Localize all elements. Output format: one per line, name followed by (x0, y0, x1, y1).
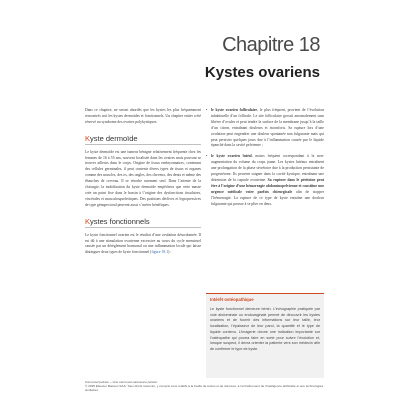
right-column (206, 108, 324, 213)
kyst-types-list (206, 108, 324, 208)
heading-text: yste dermoïde (90, 133, 138, 143)
box-text: Le kyste fonctionnel demeure bénin. L’échographie pratiquée par voie abdominale ou endovaginale permet de découvrir les kystes ovariens et de fournir des informations sur leur taille, leur localisation, l’épaisseur de leur paroi, la quantité et le type de liquide contenu. L’imagerie donne une indication importante sur l’ostéopathe qui pourra faire en sorte pour suivre l’évolution et, lorsque suspect, il devra orienter la patiente vers son médecin afin de confirmer le type de kyste. (210, 307, 320, 351)
item-text: , le plus fréquent, provient de l’évolution inhabituelle d’un follicule. Le site folliculaire grossit anormalement sans libérer d’ovules et peut tendre la surface de la membrane jusqu’à la taille d’un citron, entraînant douleurs et inconforts. Sa rupture lors d’une ovulation peut engendrer une douleur spontanée non fulgurante mais qui peut persister quelques jours due à l’inflammation causée par le liquide épanché dans la cavité pelvienne ; (211, 108, 324, 148)
functional-text: Le kyste fonctionnel ovarien est le résultat d’une ovulation désordonnée. Il est dû à une stimulation ovarienne excessive au cours du cycle menstruel causée par un dérèglement hormonal ou une inflammation locale qui laisse distinguer deux types de kyste fonctionnel ( (85, 232, 201, 255)
chapter-title: Kystes ovariens (204, 64, 320, 81)
section-heading-dermoid (85, 133, 201, 143)
left-column (85, 108, 201, 261)
section-heading-functional (85, 216, 201, 226)
box-title: Intérêt ostéopathique (210, 297, 254, 302)
functional-text-end: ) : (168, 250, 172, 255)
heading-initial: K (85, 216, 91, 226)
osteopathic-interest-box (206, 293, 324, 378)
dermoid-paragraph: Le kyste dermoïde est une tumeur bénigne relativement fréquente chez les femmes de 16 à 55 ans, souvent localisée dans les ovaires mais pouvant se trouver ailleurs dans le corps. Origine de tissus embryonnaires, contenant des cellules germinales, il peut contenir divers types de tissus et organes comme des muscles, des os, des ongles, des cheveux, des dents et même des ébauches de cerveau. Il se résorbe rarement seul. Dans l’attente de la chirurgie, la mobilisation du kyste dermoïde empêchera que cette masse crée un point fixe dans le bassin à l’origine des dysfonctions tissulaires, viscérales et musculosquelettiques. Des positions déclives et hypopressives de type génupectoral peuvent aussi s’avérer bénéfiques. (85, 149, 201, 207)
item-text-end: afin de stopper l’hémorragie. La rupture de ce type de kyste entraîne une douleur fulgurante qui pousse à se plier en deux. (211, 189, 324, 206)
item-text: , moins fréquent correspondant à la non-augmentation du volume du corps jaune. Les kystes lutéaux entraînent une prolongation de la phase sécrétoire due à la production persistante de progestérone. Ils peuvent saigner dans la cavité kystique, entraînant une distension de la capsule ovarienne. (211, 154, 324, 182)
figure-link[interactable]: figure 18.1 (151, 250, 169, 255)
item-emphasis: Sa rupture dans le péritoine peut être à l’origine d’une hémorragie abdominopelvienne et constitue une urgence médicale voire parfois chirurgicale (211, 177, 324, 194)
item-lead: le kyste ovarien folliculaire (211, 108, 258, 112)
heading-text: ystes fonctionnels (90, 216, 150, 226)
heading-initial: K (85, 133, 91, 143)
footer-title: Carrousel pelvien – Une carrousel-naissance pelvien (85, 380, 158, 384)
section-rule (85, 227, 201, 228)
list-item-luteal (206, 154, 324, 207)
chapter-label: Chapitre 18 (222, 34, 320, 56)
item-lead: le kyste ovarien lutéal (211, 154, 252, 159)
list-item-follicular (206, 108, 324, 149)
footer-copyright: © 2025 Elsevier Masson SAS. Tous droits réservés, y compris ceux relatifs à la fouille de textes et de données, à l’entraînement de l’intelligence artificielle et aux technologies similaires. (85, 384, 324, 393)
section-rule (85, 144, 201, 145)
page-footer (85, 380, 325, 393)
intro-paragraph: Dans ce chapitre, ne seront abordés que les kystes les plus fréquemment rencontrés soit les kystes dermoïdes et fonctionnels. Un chapitre entier a été réservé au syndrome des ovaires polykystiques. (85, 108, 201, 124)
functional-paragraph (85, 233, 201, 257)
